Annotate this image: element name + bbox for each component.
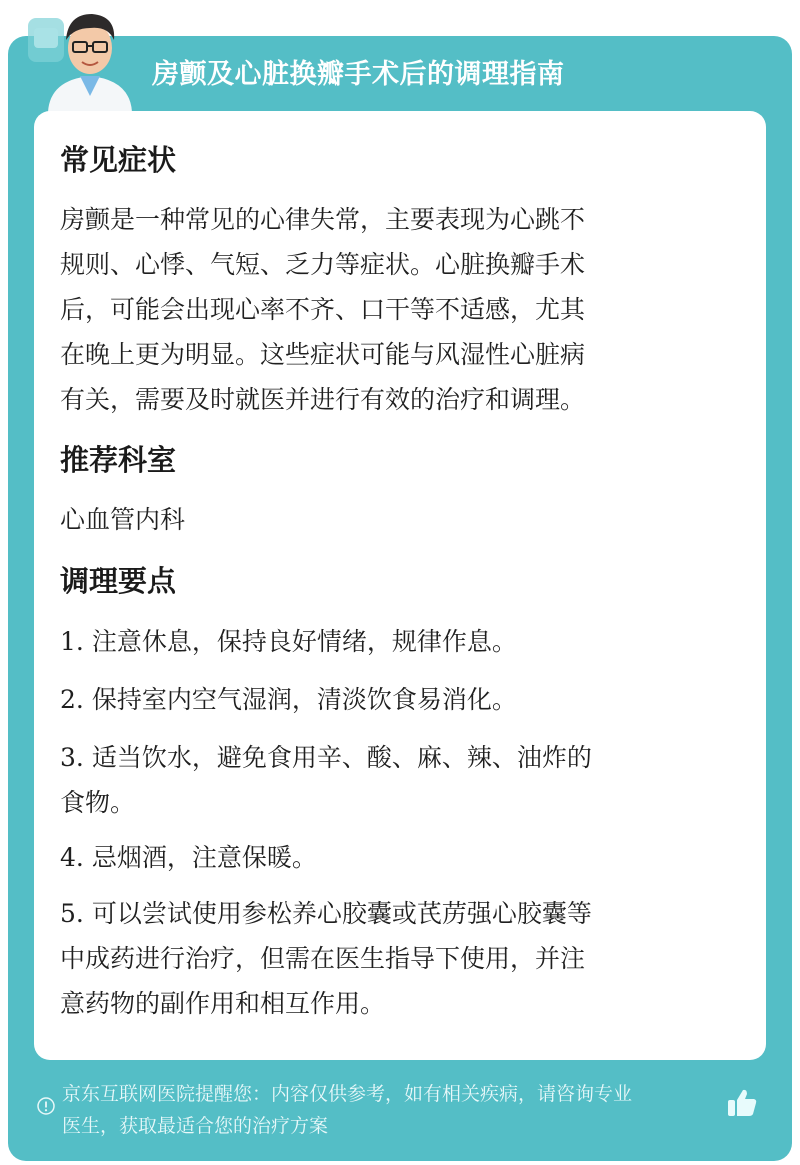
- care-item-text: 中成药进行治疗，但需在医生指导下使用，并注: [60, 944, 586, 973]
- care-item-text: 意药物的副作用和相互作用。: [60, 989, 386, 1018]
- care-item-number: 2.: [60, 685, 84, 714]
- care-item: [60, 891, 725, 1026]
- care-item-text: 适当饮水，避免食用辛、酸、麻、辣、油炸的: [91, 743, 592, 772]
- symptoms-line: 后，可能会出现心率不齐、口干等不适感，尤其: [60, 295, 586, 324]
- care-item-number: 1.: [60, 627, 84, 656]
- page-title: 房颤及心脏换瓣手术后的调理指南: [152, 59, 565, 90]
- symptoms-heading: 常见症状: [60, 143, 177, 177]
- disclaimer-text: [62, 1078, 727, 1142]
- symptoms-line: 有关，需要及时就医并进行有效的治疗和调理。: [60, 385, 586, 414]
- department-text: 心血管内科: [60, 505, 186, 534]
- doctor-avatar-icon: [28, 0, 152, 112]
- symptoms-line: 在晚上更为明显。这些症状可能与风湿性心脏病: [60, 340, 586, 369]
- care-item-text: 忌烟酒，注意保暖。: [91, 843, 317, 872]
- symptoms-line: 房颤是一种常见的心律失常，主要表现为心跳不: [60, 205, 586, 234]
- disclaimer-line: 医生，获取最适合您的治疗方案: [62, 1115, 329, 1137]
- care-item-number: 4.: [60, 843, 84, 872]
- care-item-text: 注意休息，保持良好情绪，规律作息。: [91, 627, 517, 656]
- care-item-number: 5.: [60, 899, 84, 928]
- care-item-number: 3.: [60, 743, 84, 772]
- care-item: [60, 735, 725, 825]
- info-icon: [37, 1097, 55, 1115]
- care-item: [60, 835, 725, 880]
- care-item: [60, 677, 725, 722]
- symptoms-line: 规则、心悸、气短、乏力等症状。心脏换瓣手术: [60, 250, 586, 279]
- care-item-text: 食物。: [60, 788, 136, 817]
- care-item-text: 保持室内空气湿润，清淡饮食易消化。: [91, 685, 517, 714]
- symptoms-text: [60, 197, 725, 422]
- care-heading: 调理要点: [60, 564, 177, 598]
- care-item-text: 可以尝试使用参松养心胶囊或芪苈强心胶囊等: [91, 899, 592, 928]
- department-heading: 推荐科室: [60, 443, 177, 477]
- disclaimer-line: 京东互联网医院提醒您：内容仅供参考，如有相关疾病，请咨询专业: [62, 1083, 633, 1105]
- care-item: [60, 619, 725, 664]
- thumbs-up-icon[interactable]: [725, 1086, 759, 1120]
